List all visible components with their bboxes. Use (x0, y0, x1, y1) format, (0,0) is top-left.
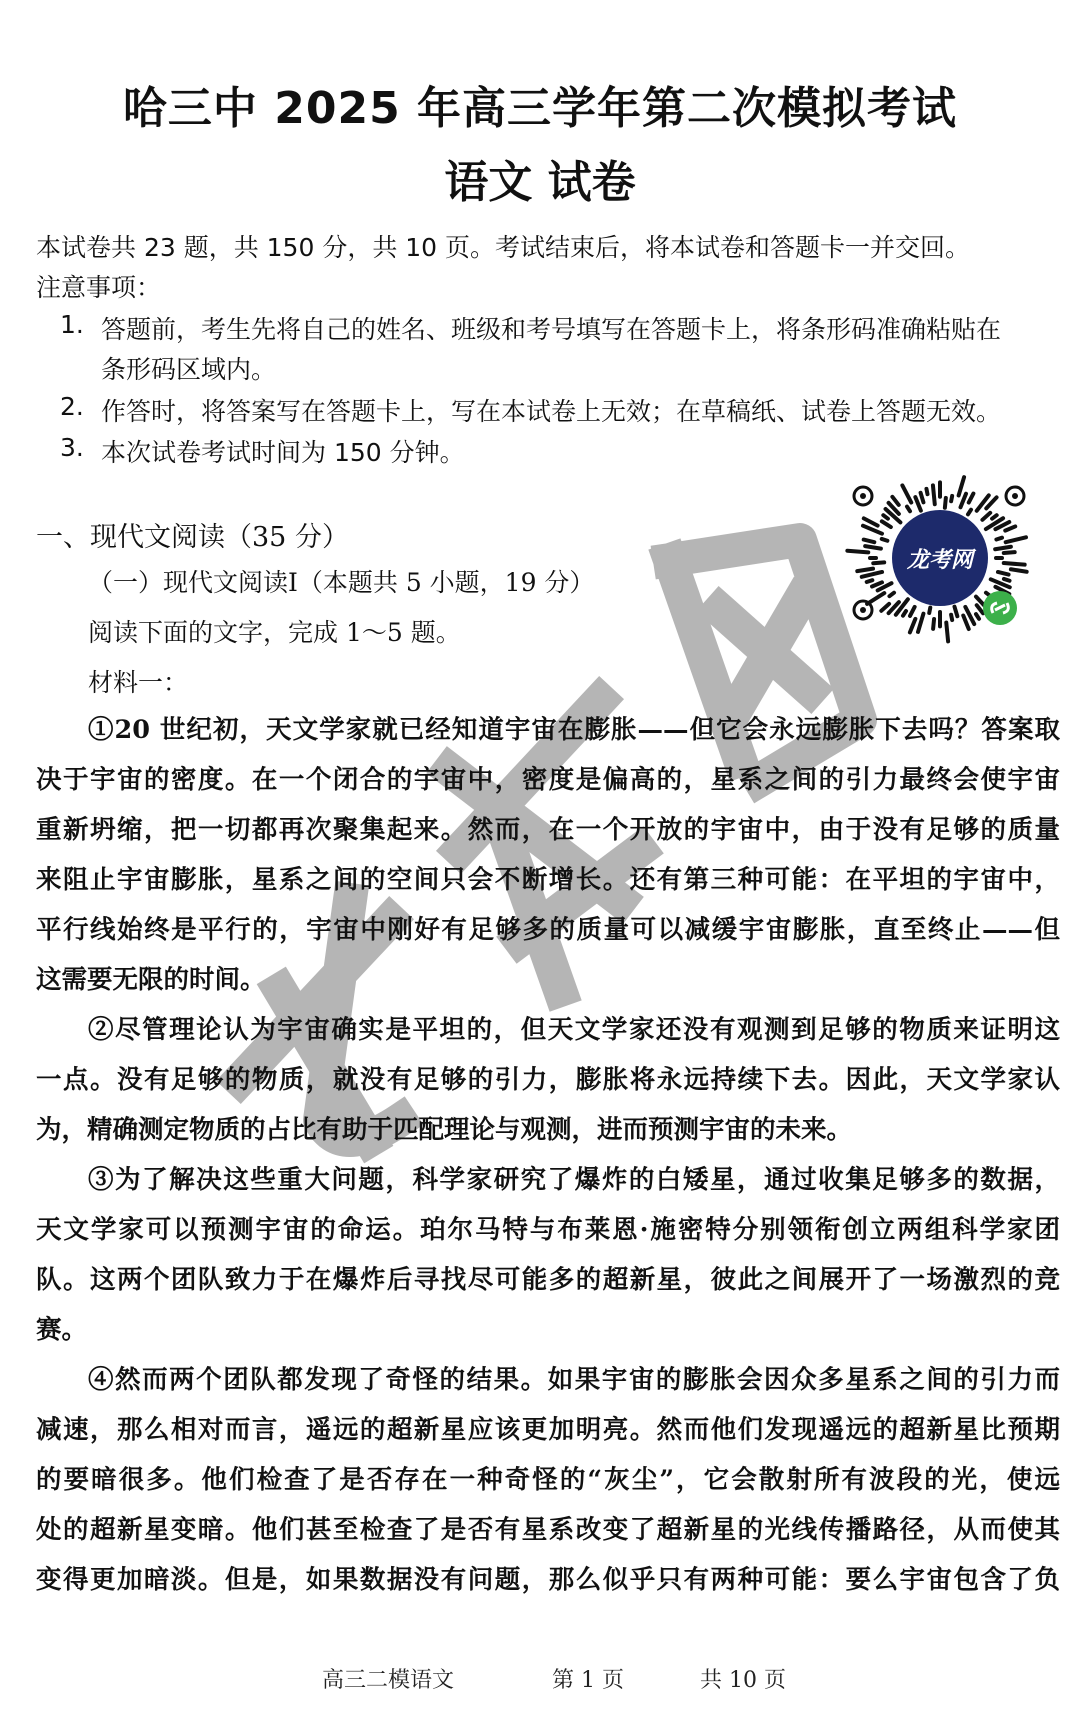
passage-line: ②尽管理论认为宇宙确实是平坦的，但天文学家还没有观测到足够的物质来证明这 (88, 1015, 1060, 1045)
passage-line: 决于宇宙的密度。在一个闭合的宇宙中，密度是偏高的，星系之间的引力最终会使宇宙 (36, 765, 1060, 795)
footer-total-pages: 共 10 页 (700, 1668, 786, 1693)
note-number: 1. (60, 310, 84, 339)
section-subheading: （一）现代文阅读Ⅰ（本题共 5 小题，19 分） (88, 568, 595, 597)
exam-title: 哈三中 2025 年高三学年第二次模拟考试 (122, 83, 958, 134)
exam-subtitle: 语文 试卷 (444, 157, 636, 208)
passage-line: 的要暗很多。他们检查了是否存在一种奇怪的“灰尘”，它会散射所有波段的光，使远 (36, 1465, 1060, 1495)
passage-line: 来阻止宇宙膨胀，星系之间的空间只会不断增长。还有第三种可能：在平坦的宇宙中， (36, 865, 1060, 895)
exam-intro: 本试卷共 23 题，共 150 分，共 10 页。考试结束后，将本试卷和答题卡一并交回。 (36, 233, 971, 262)
note-text: 条形码区域内。 (101, 355, 277, 384)
passage-line: 减速，那么相对而言，遥远的超新星应该更加明亮。然而他们发现遥远的超新星比预期 (36, 1415, 1060, 1445)
material-label: 材料一： (88, 668, 189, 697)
passage-line: ①20 世纪初，天文学家就已经知道宇宙在膨胀——但它会永远膨胀下去吗？答案取 (88, 715, 1060, 745)
notes-heading: 注意事项： (36, 273, 162, 302)
passage-line: 处的超新星变暗。他们甚至检查了是否有星系改变了超新星的光线传播路径，从而使其 (36, 1515, 1060, 1545)
passage-line: ④然而两个团队都发现了奇怪的结果。如果宇宙的膨胀会因众多星系之间的引力而 (88, 1365, 1060, 1395)
qr-badge-text: 龙考网 (906, 547, 974, 573)
passage-line: 变得更加暗淡。但是，如果数据没有问题，那么似乎只有两种可能：要么宇宙包含了负 (36, 1565, 1060, 1595)
note-number: 3. (60, 433, 84, 462)
footer-page-number: 第 1 页 (552, 1668, 624, 1693)
note-number: 2. (60, 392, 84, 421)
note-text: 答题前，考生先将自己的姓名、班级和考号填写在答题卡上，将条形码准确粘贴在 (101, 315, 1002, 344)
note-text: 本次试卷考试时间为 150 分钟。 (101, 438, 465, 467)
passage-line: 天文学家可以预测宇宙的命运。珀尔马特与布莱恩·施密特分别领衔创立两组科学家团 (36, 1215, 1060, 1245)
section-heading: 一、现代文阅读（35 分） (36, 522, 349, 553)
reading-prompt: 阅读下面的文字，完成 1～5 题。 (88, 618, 461, 647)
passage-line: 一点。没有足够的物质，就没有足够的引力，膨胀将永远持续下去。因此，天文学家认 (36, 1065, 1060, 1095)
passage-line: 为，精确测定物质的占比有助于匹配理论与观测，进而预测宇宙的未来。 (36, 1115, 853, 1145)
passage-line: 重新坍缩，把一切都再次聚集起来。然而，在一个开放的宇宙中，由于没有足够的质量 (36, 815, 1060, 845)
note-text: 作答时，将答案写在答题卡上，写在本试卷上无效；在草稿纸、试卷上答题无效。 (101, 397, 1002, 426)
passage-line: ③为了解决这些重大问题，科学家研究了爆炸的白矮星，通过收集足够多的数据， (88, 1165, 1060, 1195)
footer-exam-name: 高三二模语文 (322, 1668, 455, 1693)
passage-line: 赛。 (36, 1315, 88, 1345)
passage-line: 这需要无限的时间。 (36, 965, 266, 995)
passage-line: 平行线始终是平行的，宇宙中刚好有足够多的质量可以减缓宇宙膨胀，直至终止——但 (36, 915, 1060, 945)
passage-line: 队。这两个团队致力于在爆炸后寻找尽可能多的超新星，彼此之间展开了一场激烈的竞 (36, 1265, 1060, 1295)
